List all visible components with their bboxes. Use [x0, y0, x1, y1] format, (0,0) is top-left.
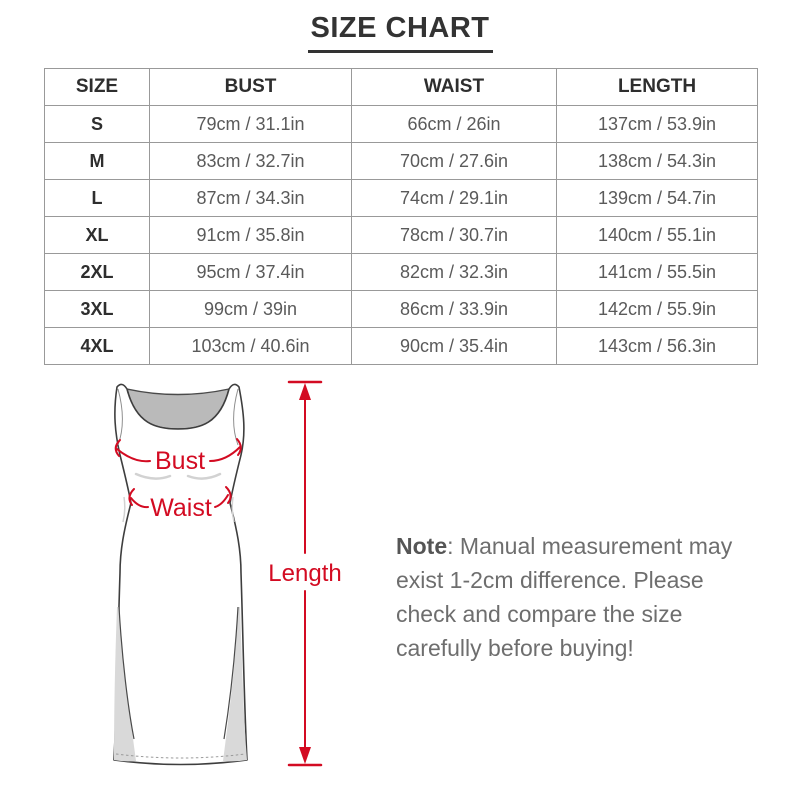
note-label: Note — [396, 533, 448, 559]
size-value: 2XL — [45, 254, 150, 291]
dress-illustration — [60, 375, 360, 775]
waist-value: 90cm / 35.4in — [352, 328, 557, 365]
size-value: M — [45, 143, 150, 180]
length-value: 137cm / 53.9in — [557, 106, 758, 143]
waist-value: 86cm / 33.9in — [352, 291, 557, 328]
table-row — [45, 217, 758, 254]
bust-value: 95cm / 37.4in — [150, 254, 352, 291]
bust-label: Bust — [154, 447, 206, 475]
length-value: 143cm / 56.3in — [557, 328, 758, 365]
length-value: 139cm / 54.7in — [557, 180, 758, 217]
table-header-row — [45, 69, 758, 106]
length-label: Length — [268, 560, 342, 587]
waist-value: 66cm / 26in — [352, 106, 557, 143]
length-value: 141cm / 55.5in — [557, 254, 758, 291]
note-text — [396, 529, 758, 665]
size-table — [44, 68, 758, 365]
waist-value: 74cm / 29.1in — [352, 180, 557, 217]
note-line: exist 1-2cm difference. Please — [396, 567, 704, 593]
bust-value: 99cm / 39in — [150, 291, 352, 328]
length-arrowhead-down — [299, 747, 311, 764]
bust-value: 87cm / 34.3in — [150, 180, 352, 217]
note-line — [396, 529, 758, 563]
page-title-wrap — [0, 12, 800, 53]
table-row — [45, 291, 758, 328]
waist-value: 82cm / 32.3in — [352, 254, 557, 291]
length-value: 142cm / 55.9in — [557, 291, 758, 328]
length-value: 138cm / 54.3in — [557, 143, 758, 180]
table-row — [45, 328, 758, 365]
table-row — [45, 143, 758, 180]
bust-value: 79cm / 31.1in — [150, 106, 352, 143]
column-header-waist: WAIST — [352, 69, 557, 106]
bust-value: 83cm / 32.7in — [150, 143, 352, 180]
length-arrowhead-up — [299, 383, 311, 400]
bust-value: 103cm / 40.6in — [150, 328, 352, 365]
waist-shading-right — [232, 497, 234, 522]
length-value: 140cm / 55.1in — [557, 217, 758, 254]
dress-body — [114, 384, 247, 764]
size-value: 4XL — [45, 328, 150, 365]
column-header-length: LENGTH — [557, 69, 758, 106]
table-row — [45, 106, 758, 143]
note-line-rest: : Manual measurement may — [447, 533, 733, 559]
waist-value: 70cm / 27.6in — [352, 143, 557, 180]
waist-value: 78cm / 30.7in — [352, 217, 557, 254]
note-line: carefully before buying! — [396, 635, 634, 661]
size-value: XL — [45, 217, 150, 254]
size-value: L — [45, 180, 150, 217]
table-row — [45, 254, 758, 291]
bust-value: 91cm / 35.8in — [150, 217, 352, 254]
column-header-size: SIZE — [45, 69, 150, 106]
size-value: 3XL — [45, 291, 150, 328]
note-line: check and compare the size — [396, 601, 683, 627]
waist-shading-left — [123, 497, 125, 522]
size-value: S — [45, 106, 150, 143]
table-row — [45, 180, 758, 217]
page-title: SIZE CHART — [308, 12, 493, 53]
waist-label: Waist — [150, 494, 212, 522]
column-header-bust: BUST — [150, 69, 352, 106]
